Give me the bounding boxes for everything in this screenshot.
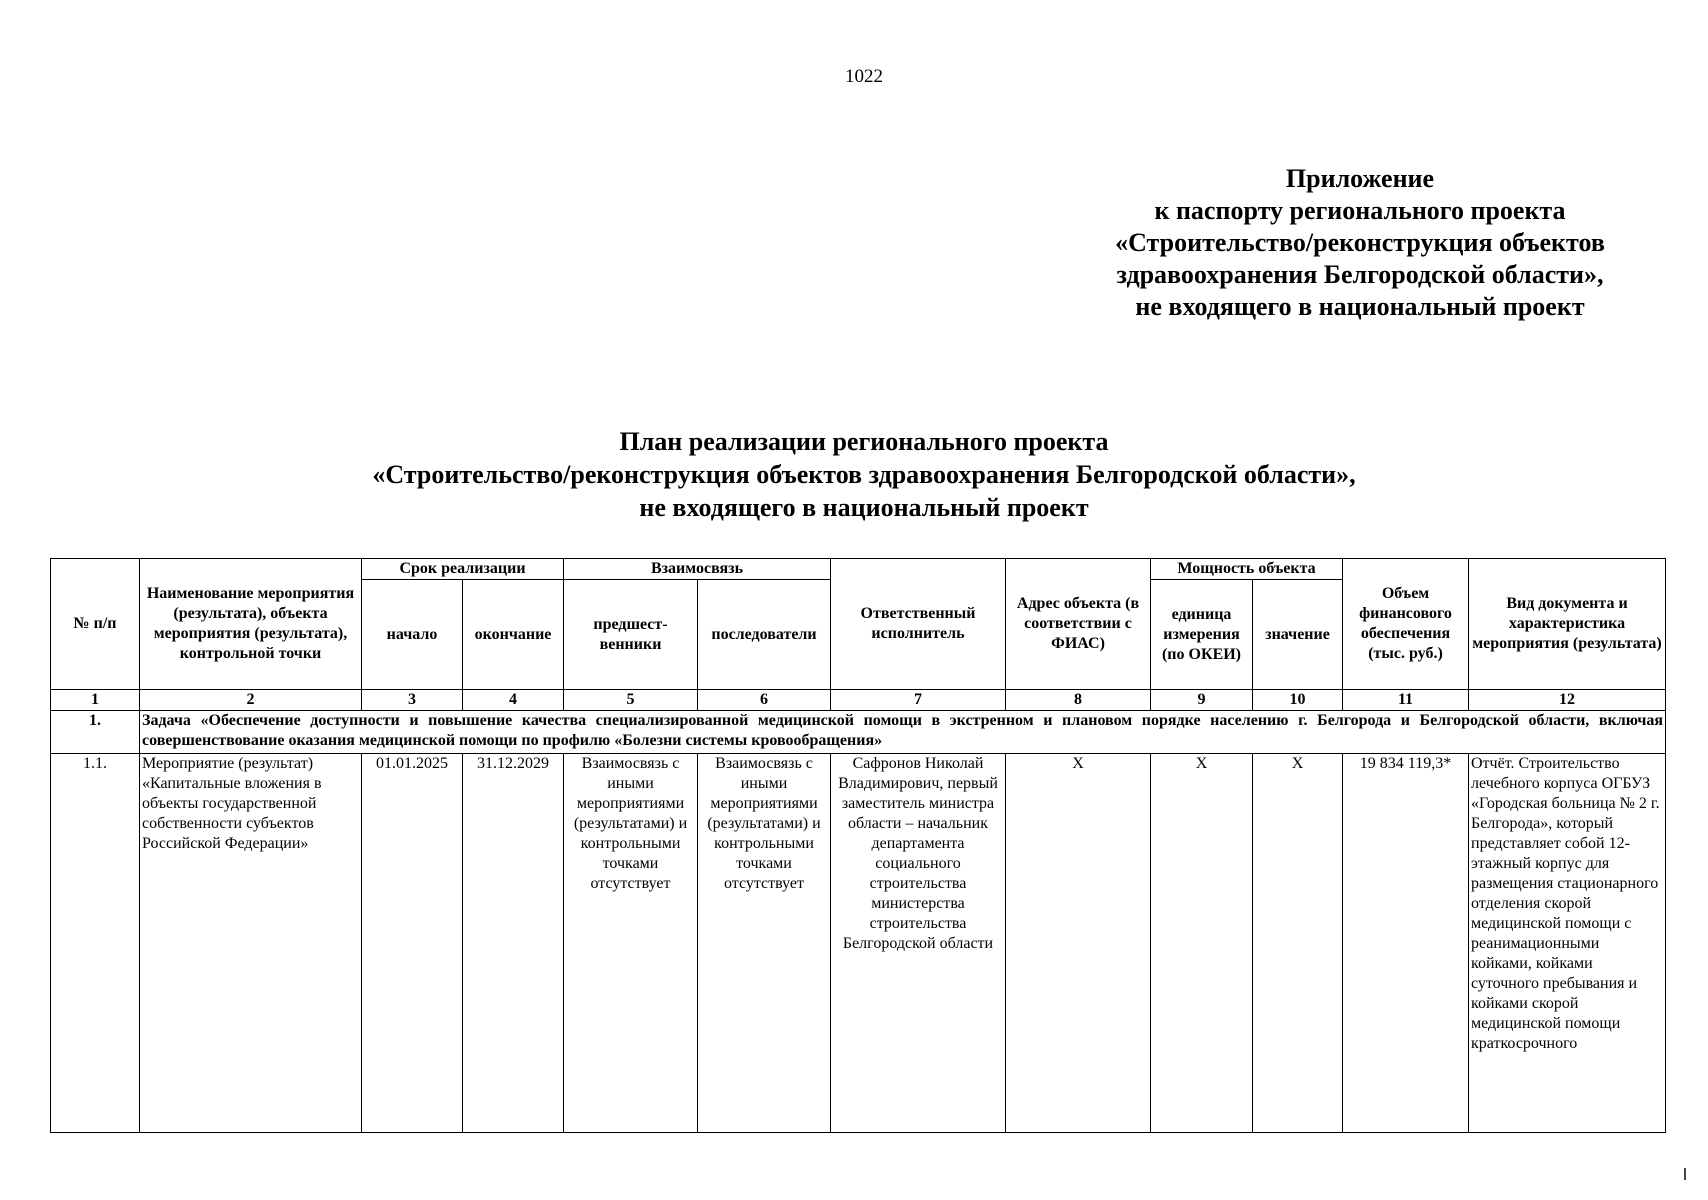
header-value: значение [1253, 580, 1343, 690]
row-address: Х [1006, 754, 1151, 1133]
plan-title-line: не входящего в национальный проект [639, 493, 1089, 522]
header-successors: последователи [698, 580, 831, 690]
header-predecessors: предшест-венники [564, 580, 698, 690]
column-number: 4 [463, 690, 564, 711]
plan-title-line: План реализации регионального проекта [619, 427, 1109, 456]
header-address: Адрес объекта (в соответствии с ФИАС) [1006, 559, 1151, 690]
column-number: 12 [1469, 690, 1666, 711]
appendix-heading [1080, 163, 1640, 323]
row-predecessors: Взаимосвязь с иными мероприятиями (результатами) и контрольными точками отсутствует [564, 754, 698, 1133]
row-name: Мероприятие (результат) «Капитальные вложения в объекты государственной собственности субъектов Российской Федерации» [140, 754, 362, 1133]
row-value: Х [1253, 754, 1343, 1133]
row-unit: Х [1151, 754, 1253, 1133]
plan-title-line: «Строительство/реконструкция объектов здравоохранения Белгородской области», [372, 460, 1356, 489]
column-number: 5 [564, 690, 698, 711]
row-funding: 19 834 119,3* [1343, 754, 1469, 1133]
header-funding: Объем финансового обеспечения (тыс. руб.) [1343, 559, 1469, 690]
column-number-row [51, 690, 1666, 711]
column-number: 11 [1343, 690, 1469, 711]
header-period-start: начало [362, 580, 463, 690]
row-responsible: Сафронов Николай Владимирович, первый заместитель министра области – начальник департамента социального строительства министерства строительства Белгородской области [831, 754, 1006, 1133]
header-relation: Взаимосвязь [564, 559, 831, 580]
row-document: Отчёт. Строительство лечебного корпуса ОГБУЗ «Городская больница № 2 г. Белгорода», который представляет собой 12-этажный корпус для размещения стационарного отделения скорой медицинской помощи с реанимационными койками, койками суточного пребывания и койками скорой медицинской помощи краткосрочного [1469, 754, 1666, 1133]
appendix-line: Приложение [1285, 164, 1435, 193]
task-number: 1. [51, 711, 140, 754]
header-period-end: окончание [463, 580, 564, 690]
column-number: 8 [1006, 690, 1151, 711]
column-number: 9 [1151, 690, 1253, 711]
implementation-plan-table [50, 558, 1666, 1133]
header-document: Вид документа и характеристика мероприятия (результата) [1469, 559, 1666, 690]
row-successors: Взаимосвязь с иными мероприятиями (результатами) и контрольными точками отсутствует [698, 754, 831, 1133]
header-name: Наименование мероприятия (результата), объекта мероприятия (результата), контрольной точки [140, 559, 362, 690]
column-number: 2 [140, 690, 362, 711]
appendix-line: «Строительство/реконструкция объектов [1115, 228, 1605, 257]
header-capacity: Мощность объекта [1151, 559, 1343, 580]
header-period: Срок реализации [362, 559, 564, 580]
column-number: 7 [831, 690, 1006, 711]
column-number: 3 [362, 690, 463, 711]
column-number: 6 [698, 690, 831, 711]
appendix-line: здравоохранения Белгородской области», [1116, 260, 1604, 289]
row-start-date: 01.01.2025 [362, 754, 463, 1133]
task-text: Задача «Обеспечение доступности и повышение качества специализированной медицинской помощи в экстренном и плановом порядке населению г. Белгорода и Белгородской области, включая совершенствование оказания медицинской помощи по профилю «Болезни системы кровообращения» [140, 711, 1666, 754]
column-number: 10 [1253, 690, 1343, 711]
scan-edge-mark [1684, 1168, 1686, 1180]
page-number: 1022 [845, 66, 883, 87]
plan-title [0, 425, 1708, 524]
appendix-line: не входящего в национальный проект [1135, 292, 1585, 321]
column-number: 1 [51, 690, 140, 711]
task-row [51, 711, 1666, 754]
header-responsible: Ответственный исполнитель [831, 559, 1006, 690]
header-number: № п/п [51, 559, 140, 690]
header-unit: единица измерения (по ОКЕИ) [1151, 580, 1253, 690]
row-number: 1.1. [51, 754, 140, 1133]
table-row [51, 754, 1666, 1133]
appendix-line: к паспорту регионального проекта [1154, 196, 1566, 225]
row-end-date: 31.12.2029 [463, 754, 564, 1133]
